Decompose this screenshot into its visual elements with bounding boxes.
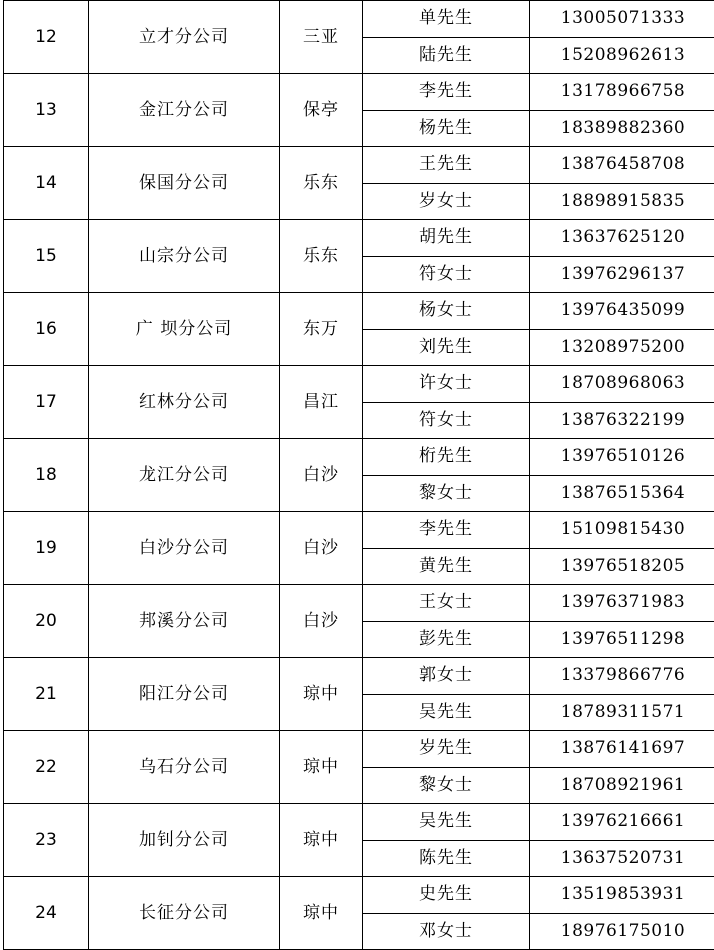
contact-name-cell: 岁先生 [363,731,530,768]
row-index-cell: 12 [4,1,89,74]
row-index-cell: 17 [4,366,89,439]
row-index-cell: 19 [4,512,89,585]
contact-phone-cell: 13637625120 [530,220,714,257]
contact-name-cell: 陆先生 [363,37,530,74]
contact-table [3,0,714,950]
area-cell: 昌江 [280,366,363,439]
contact-name-cell: 桁先生 [363,439,530,476]
contact-table-body [4,1,714,950]
row-index-cell: 21 [4,658,89,731]
contact-phone-cell: 13876141697 [530,731,714,768]
contact-name-cell: 杨女士 [363,293,530,330]
contact-name-cell: 陈先生 [363,840,530,877]
contact-name-cell: 符女士 [363,256,530,293]
company-cell: 红林分公司 [89,366,280,439]
table-row [4,293,714,330]
company-cell: 白沙分公司 [89,512,280,585]
contact-name-cell: 王女士 [363,585,530,622]
contact-phone-cell: 13178966758 [530,74,714,111]
contact-phone-cell: 13976510126 [530,439,714,476]
contact-phone-cell: 15208962613 [530,37,714,74]
contact-name-cell: 彭先生 [363,621,530,658]
table-row [4,147,714,184]
contact-phone-cell: 13005071333 [530,1,714,38]
contact-phone-cell: 18898915835 [530,183,714,220]
company-cell: 龙江分公司 [89,439,280,512]
company-cell: 邦溪分公司 [89,585,280,658]
contact-phone-cell: 15109815430 [530,512,714,549]
table-row [4,439,714,476]
contact-name-cell: 邓女士 [363,913,530,950]
area-cell: 琼中 [280,804,363,877]
table-row [4,804,714,841]
area-cell: 保亭 [280,74,363,147]
table-row [4,220,714,257]
area-cell: 乐东 [280,220,363,293]
contact-phone-cell: 13379866776 [530,658,714,695]
contact-name-cell: 岁女士 [363,183,530,220]
table-row [4,366,714,403]
contact-phone-cell: 18389882360 [530,110,714,147]
table-row [4,658,714,695]
contact-name-cell: 黄先生 [363,548,530,585]
company-cell: 山宗分公司 [89,220,280,293]
area-cell: 白沙 [280,439,363,512]
table-row [4,512,714,549]
row-index-cell: 24 [4,877,89,950]
contact-phone-cell: 18708968063 [530,366,714,403]
contact-phone-cell: 13976296137 [530,256,714,293]
contact-phone-cell: 13637520731 [530,840,714,877]
contact-name-cell: 李先生 [363,74,530,111]
contact-phone-cell: 13976511298 [530,621,714,658]
contact-phone-cell: 13208975200 [530,329,714,366]
contact-phone-cell: 13876322199 [530,402,714,439]
area-cell: 琼中 [280,731,363,804]
row-index-cell: 15 [4,220,89,293]
contact-name-cell: 李先生 [363,512,530,549]
contact-name-cell: 吴先生 [363,694,530,731]
table-row [4,877,714,914]
contact-name-cell: 吴先生 [363,804,530,841]
area-cell: 乐东 [280,147,363,220]
contact-phone-cell: 18789311571 [530,694,714,731]
contact-phone-cell: 13519853931 [530,877,714,914]
company-cell: 广 坝分公司 [89,293,280,366]
contact-name-cell: 胡先生 [363,220,530,257]
row-index-cell: 20 [4,585,89,658]
area-cell: 东万 [280,293,363,366]
contact-name-cell: 史先生 [363,877,530,914]
company-cell: 加钊分公司 [89,804,280,877]
company-cell: 保国分公司 [89,147,280,220]
row-index-cell: 23 [4,804,89,877]
contact-name-cell: 单先生 [363,1,530,38]
area-cell: 三亚 [280,1,363,74]
table-row [4,731,714,768]
area-cell: 白沙 [280,585,363,658]
contact-name-cell: 黎女士 [363,767,530,804]
table-row [4,585,714,622]
company-cell: 乌石分公司 [89,731,280,804]
contact-name-cell: 郭女士 [363,658,530,695]
table-row [4,1,714,38]
contact-name-cell: 许女士 [363,366,530,403]
contact-phone-cell: 13876458708 [530,147,714,184]
contact-phone-cell: 13976518205 [530,548,714,585]
contact-phone-cell: 13976371983 [530,585,714,622]
area-cell: 白沙 [280,512,363,585]
contact-name-cell: 刘先生 [363,329,530,366]
company-cell: 阳江分公司 [89,658,280,731]
contact-name-cell: 符女士 [363,402,530,439]
contact-name-cell: 杨先生 [363,110,530,147]
row-index-cell: 14 [4,147,89,220]
area-cell: 琼中 [280,658,363,731]
company-cell: 立才分公司 [89,1,280,74]
row-index-cell: 18 [4,439,89,512]
contact-phone-cell: 18976175010 [530,913,714,950]
area-cell: 琼中 [280,877,363,950]
company-cell: 长征分公司 [89,877,280,950]
contact-phone-cell: 13976435099 [530,293,714,330]
table-row [4,74,714,111]
company-cell: 金江分公司 [89,74,280,147]
contact-phone-cell: 13876515364 [530,475,714,512]
contact-phone-cell: 13976216661 [530,804,714,841]
contact-phone-cell: 18708921961 [530,767,714,804]
contact-name-cell: 王先生 [363,147,530,184]
row-index-cell: 13 [4,74,89,147]
row-index-cell: 22 [4,731,89,804]
contact-name-cell: 黎女士 [363,475,530,512]
row-index-cell: 16 [4,293,89,366]
